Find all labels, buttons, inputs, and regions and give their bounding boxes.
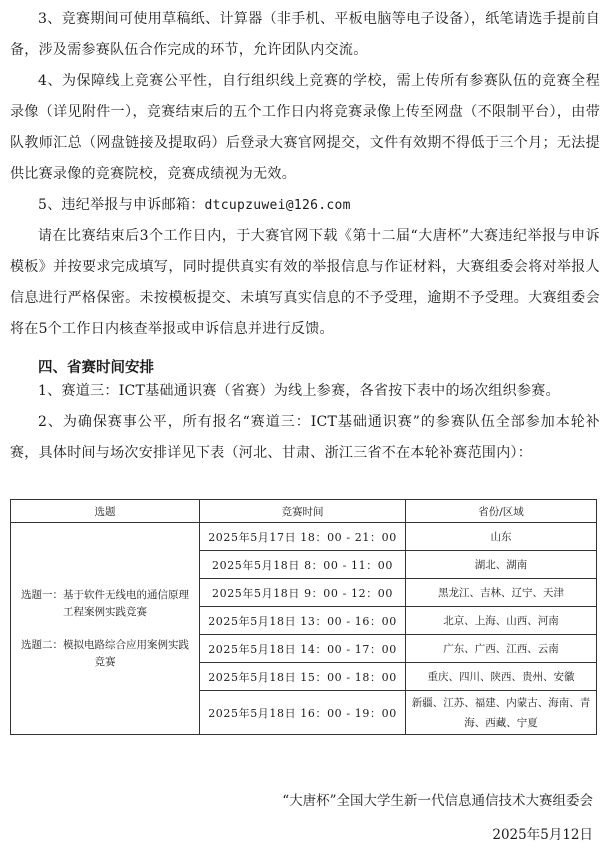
table-row: [11, 523, 597, 551]
document-date: 2025年5月12日: [492, 827, 593, 843]
time-cell: 2025年5月17日 18：00 - 21：00: [200, 523, 406, 551]
time-cell: 2025年5月18日 9：00 - 12：00: [200, 579, 406, 607]
paragraph-item-3: 3、竞赛期间可使用草稿纸、计算器（非手机、平板电脑等电子设备），纸笔请选手提前自备，涉及需参赛队伍合作完成的环节，允许团队内交流。: [10, 11, 600, 58]
topic-1: 选题一：基于软件无线电的通信原理工程案例实践竞赛: [21, 588, 189, 618]
region-cell: 山东: [406, 523, 597, 551]
time-cell: 2025年5月18日 8：00 - 11：00: [200, 551, 406, 579]
header-time: 竞赛时间: [200, 500, 406, 523]
topic-2: 选题二：模拟电路综合应用案例实践竞赛: [21, 638, 189, 668]
section-heading: 四、省赛时间安排: [38, 360, 154, 376]
region-cell: 重庆、四川、陕西、贵州、安徽: [406, 663, 597, 691]
region-cell: 黑龙江、吉林、辽宁、天津: [406, 579, 597, 607]
paragraph-item-4: 4、为保障线上竞赛公平性，自行组织线上竞赛的学校，需上传所有参赛队伍的竞赛全程录像（详见附件一），竞赛结束后的五个工作日内将竞赛录像上传至网盘（不限制平台），由带队教师汇总（网盘链接及提取码）后登录大赛官网提交，文件有效期不得低于三个月；无法提供比赛录像的竞赛院校，竞赛成绩视为无效。: [10, 73, 600, 182]
paragraph-item-5: [10, 190, 600, 221]
time-cell: 2025年5月18日 13：00 - 16：00: [200, 607, 406, 635]
time-cell: 2025年5月18日 14：00 - 17：00: [200, 635, 406, 663]
region-cell: 新疆、江苏、福建、内蒙古、海南、青海、西藏、宁夏: [406, 691, 597, 735]
report-email-address: dtcupzuwei@126.com: [204, 198, 351, 213]
region-cell: 湖北、湖南: [406, 551, 597, 579]
schedule-table: [10, 499, 597, 735]
header-region: 省份/区域: [406, 500, 597, 523]
topic-cell: [11, 523, 200, 735]
section-paragraph-2: 2、为确保赛事公平，所有报名“赛道三：ICT基础通识赛”的参赛队伍全部参加本轮补赛，具体时间与场次安排详见下表（河北、甘肃、浙江三省不在本轮补赛范围内）：: [10, 414, 600, 461]
time-cell: 2025年5月18日 15：00 - 18：00: [200, 663, 406, 691]
region-cell: 北京、上海、山西、河南: [406, 607, 597, 635]
table-header-row: [11, 500, 597, 523]
header-topic: 选题: [11, 500, 200, 523]
paragraph-report-instructions: 请在比赛结束后3个工作日内，于大赛官网下载《第十二届“大唐杯”大赛违纪举报与申诉模板》并按要求完成填写，同时提供真实有效的举报信息与作证材料，大赛组委会将对举报人信息进行严格保密。未按模板提交、未填写真实信息的不予受理，逾期不予受理。大赛组委会将在5个工作日内核查举报或申诉信息并进行反馈。: [10, 228, 600, 337]
region-cell: 广东、广西、江西、云南: [406, 635, 597, 663]
report-email-label: 5、违纪举报与申诉邮箱：: [38, 197, 205, 213]
section-paragraph-1: 1、赛道三：ICT基础通识赛（省赛）为线上参赛，各省按下表中的场次组织参赛。: [38, 383, 560, 399]
organizer-signature: “大唐杯”全国大学生新一代信息通信技术大赛组委会: [282, 793, 593, 809]
time-cell: 2025年5月18日 16：00 - 19：00: [200, 691, 406, 735]
